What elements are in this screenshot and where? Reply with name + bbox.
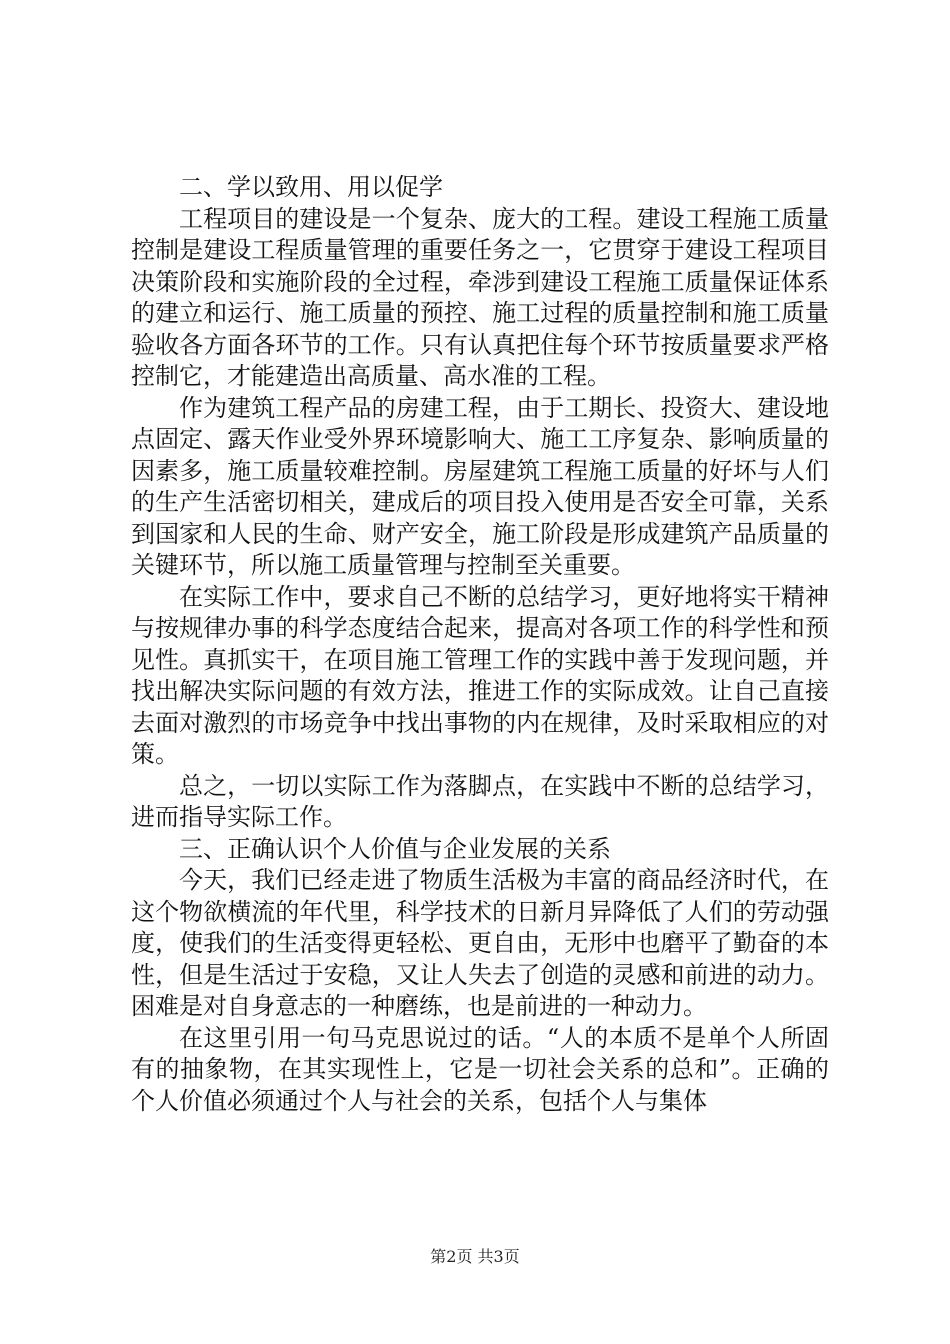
paragraph: 工程项目的建设是一个复杂、庞大的工程。建设工程施工质量控制是建设工程质量管理的重要任务之一，它贯穿于建设工程项目决策阶段和实施阶段的全过程，牵涉到建设工程施工质量保证体系的建立和运行、施工质量的预控、施工过程的质量控制和施工质量验收各方面各环节的工作。只有认真把住每个环节按质量要求严格控制它，才能建造出高质量、高水准的工程。 (131, 204, 829, 390)
page-number-footer: 第2页 共3页 (430, 1247, 520, 1266)
section-heading-3: 三、正确认识个人价值与企业发展的关系 (179, 834, 611, 863)
body-text (131, 172, 829, 1117)
paragraph: 在实际工作中，要求自己不断的总结学习，更好地将实干精神与按规律办事的科学态度结合起来，提高对各项工作的科学性和预见性。真抓实干，在项目施工管理工作的实践中善于发现问题，并找出解决实际问题的有效方法，推进工作的实际成效。让自己直接去面对激烈的市场竞争中找出事物的内在规律，及时采取相应的对策。 (131, 582, 829, 768)
paragraph: 今天，我们已经走进了物质生活极为丰富的商品经济时代，在这个物欲横流的年代里，科学技术的日新月异降低了人们的劳动强度，使我们的生活变得更轻松、更自由，无形中也磨平了勤奋的本性，但是生活过于安稳，又让人失去了创造的灵感和前进的动力。困难是对自身意志的一种磨练，也是前进的一种动力。 (131, 866, 829, 1020)
paragraph: 作为建筑工程产品的房建工程，由于工期长、投资大、建设地点固定、露天作业受外界环境影响大、施工工序复杂、影响质量的因素多，施工质量较难控制。房屋建筑工程施工质量的好坏与人们的生产生活密切相关，建成后的项目投入使用是否安全可靠，关系到国家和人民的生命、财产安全，施工阶段是形成建筑产品质量的关键环节，所以施工质量管理与控制至关重要。 (131, 393, 829, 579)
section-heading-2: 二、学以致用、用以促学 (179, 173, 443, 201)
paragraph: 在这里引用一句马克思说过的话。“人的本质不是单个人所固有的抽象物，在其实现性上，它是一切社会关系的总和”。正确的个人价值必须通过个人与社会的关系，包括个人与集体 (131, 1023, 829, 1115)
paragraph: 总之，一切以实际工作为落脚点，在实践中不断的总结学习，进而指导实际工作。 (131, 771, 829, 831)
